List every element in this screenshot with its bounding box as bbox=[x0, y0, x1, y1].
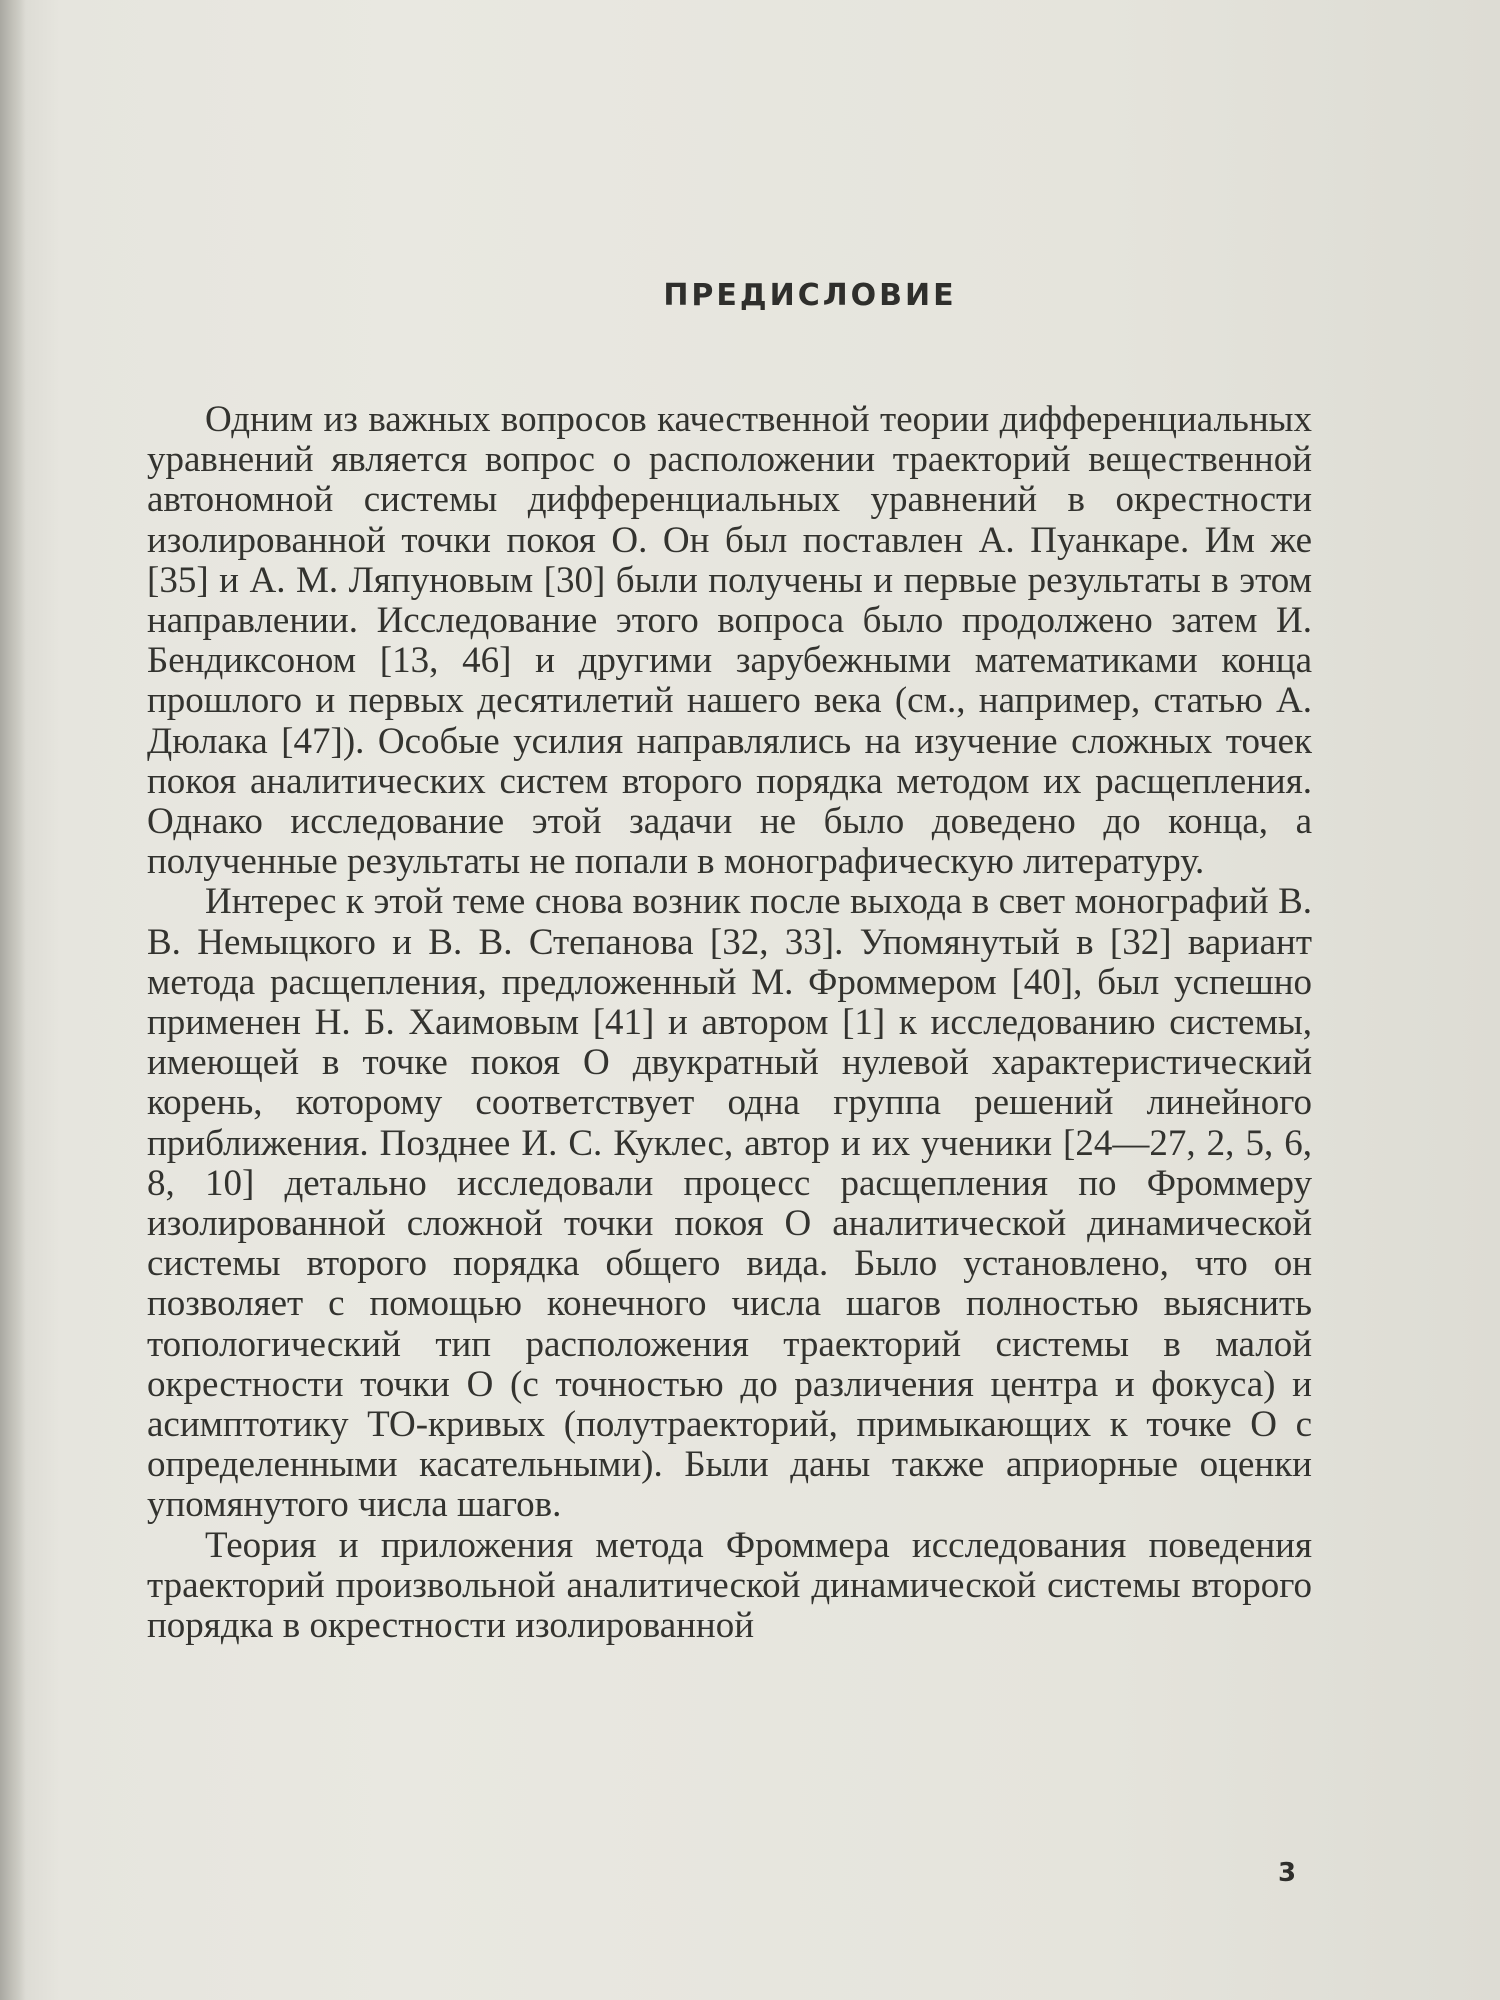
paragraph: Интерес к этой теме снова возник после выхода в свет монографий В. В. Немыцкого и В. В. Степанова [32, 33]. Упомянутый в [32] вариант метода расщепления, предложенный М. Фроммером [40], был успешно применен Н. Б. Хаимовым [41] и автором [1] к исследованию системы, имеющей в точке покоя O двукратный нулевой характеристический корень, которому соответствует одна группа решений линейного приближения. Позднее И. С. Куклес, автор и их ученики [24—27, 2, 5, 6, 8, 10] детально исследовали процесс расщепления по Фроммеру изолированной сложной точки покоя O аналитической динамической системы второго порядка общего вида. Было установлено, что он позволяет с помощью конечного числа шагов полностью выяснить топологический тип расположения траекторий системы в малой окрестности точки O (с точностью до различения центра и фокуса) и асимптотику TO-кривых (полутраекторий, примыкающих к точке O с определенными касательными). Были даны также априорные оценки упомянутого числа шагов. bbox=[147, 881, 1312, 1526]
page-title: ПРЕДИСЛОВИЕ bbox=[663, 278, 957, 313]
page-number: 3 bbox=[1278, 1858, 1297, 1888]
paragraph: Одним из важных вопросов качественной теории дифференциальных уравнений является вопрос о расположении траекторий вещественной автономной системы дифференциальных уравнений в окрестности изолированной точки покоя O. Он был поставлен А. Пуанкаре. Им же [35] и А. М. Ляпуновым [30] были получены и первые результаты в этом направлении. Исследование этого вопроса было продолжено затем И. Бендиксоном [13, 46] и другими зарубежными математиками конца прошлого и первых десятилетий нашего века (см., например, статью А. Дюлака [47]). Особые усилия направлялись на изучение сложных точек покоя аналитических систем второго порядка методом их расщепления. Однако исследование этой задачи не было доведено до конца, а полученные результаты не попали в монографическую литературу. bbox=[147, 399, 1312, 883]
paragraph: Теория и приложения метода Фроммера исследования поведения траекторий произвольной аналитической динамической системы второго порядка в окрестности изолированной bbox=[147, 1524, 1312, 1647]
body-text bbox=[147, 400, 1312, 1646]
